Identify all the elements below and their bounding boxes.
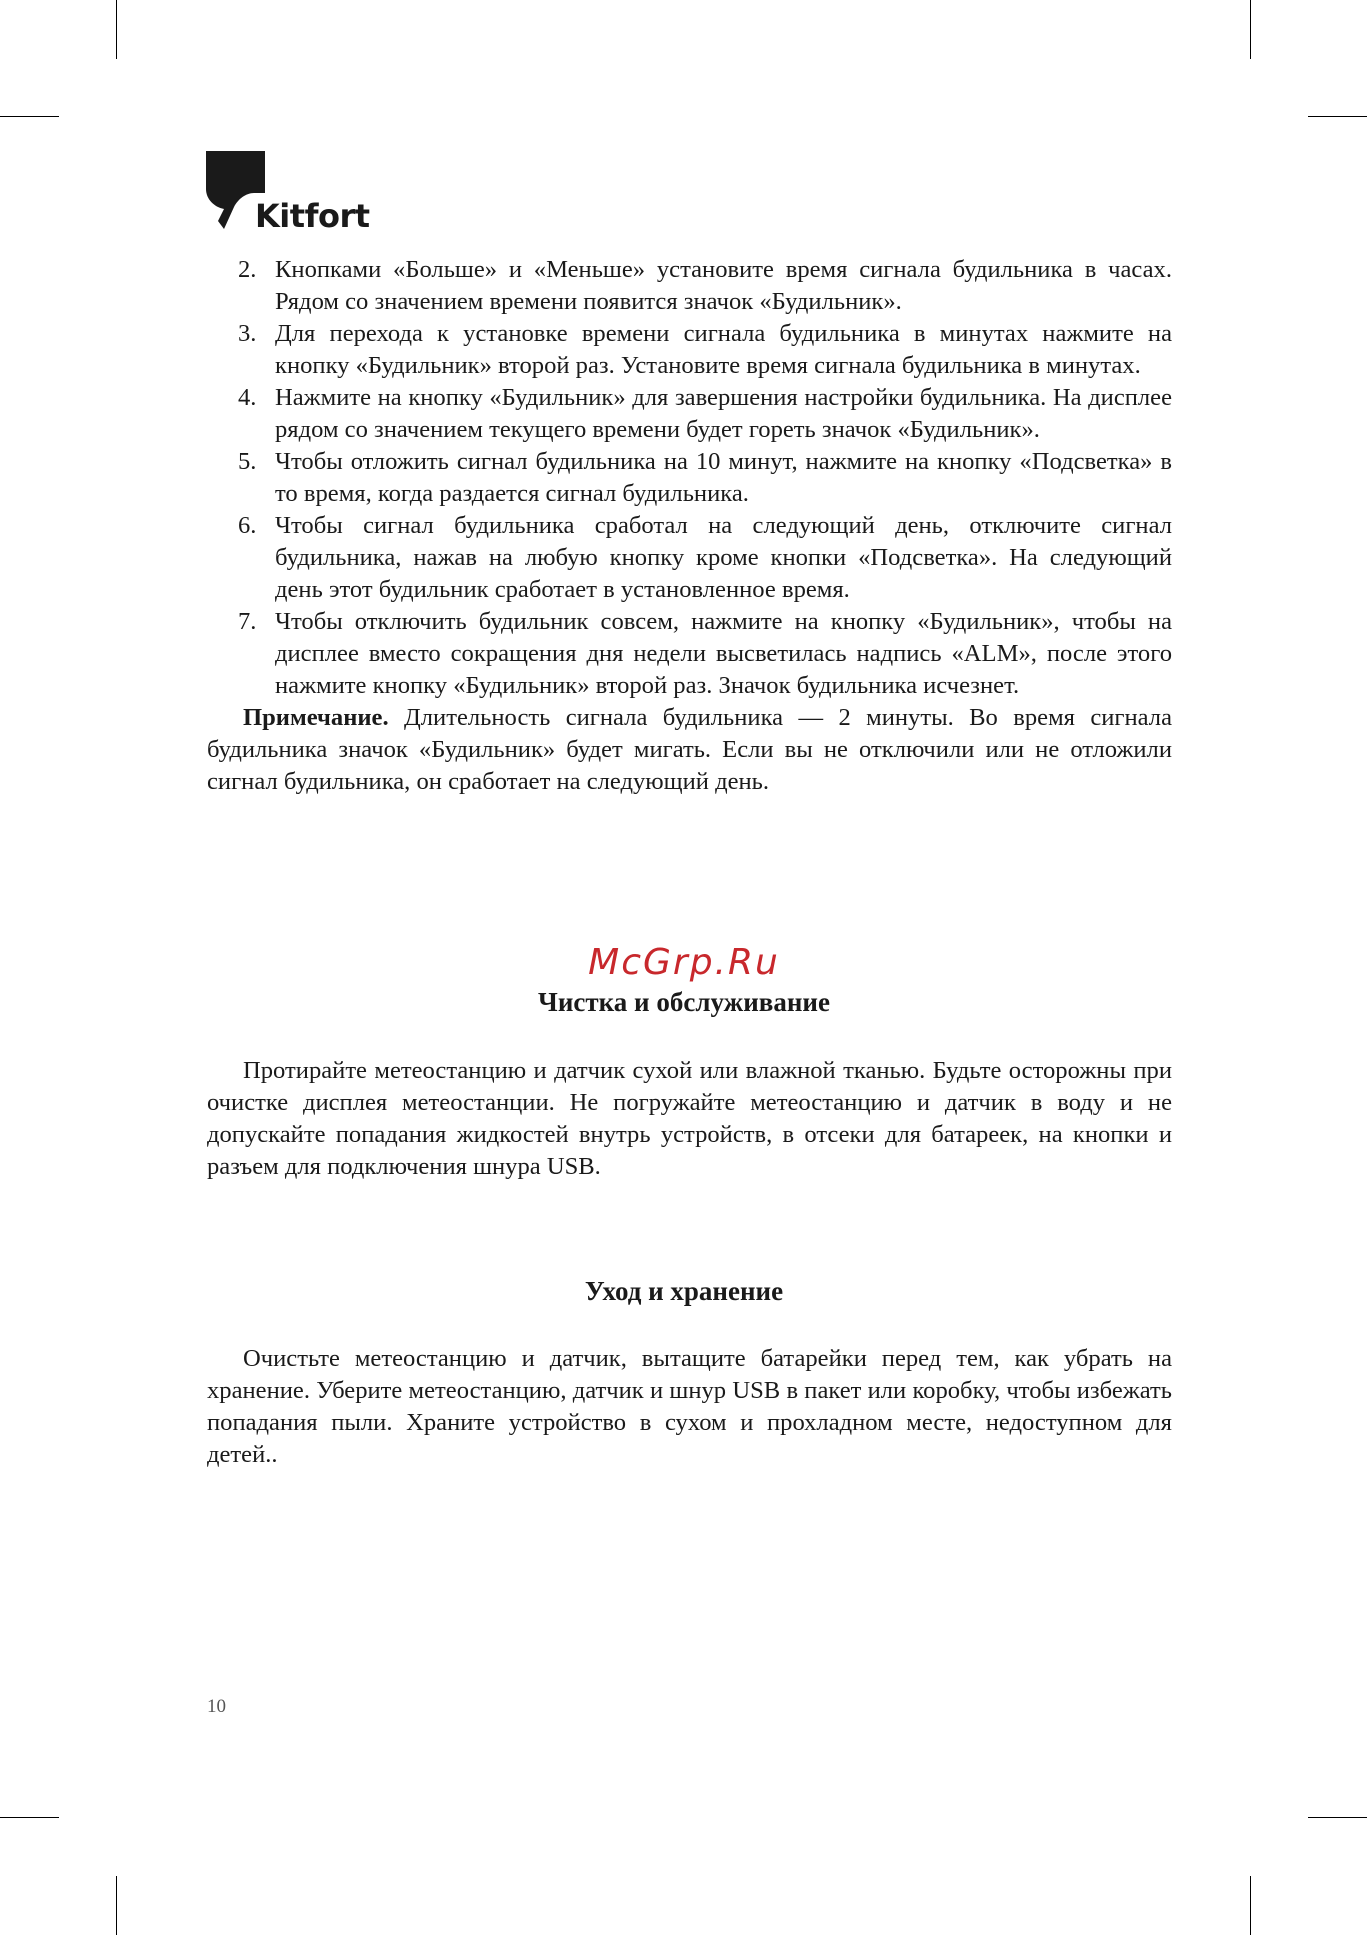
storage-paragraph: Очистьте метеостанцию и датчик, вытащите батарейки перед тем, как убрать на хранение. Уберите метеостанцию, датчик и шнур USB в пакет или коробку, чтобы избежать попадания пыли. Храните устройство в сухом и прохладном месте, недоступном для детей.. [207, 1345, 1172, 1468]
crop-mark [1308, 1817, 1367, 1818]
list-item [207, 382, 1172, 446]
step-number: 5. [238, 448, 257, 475]
crop-mark [0, 116, 59, 117]
step-number: 7. [238, 608, 257, 635]
step-number: 4. [238, 384, 257, 411]
brand-name: Kitfort [255, 197, 370, 235]
crop-mark [1308, 116, 1367, 117]
crop-mark [116, 1876, 117, 1935]
step-text: Чтобы отключить будильник совсем, нажмите на кнопку «Будильник», чтобы на дисплее вместо сокращения дня недели высветилась надпись «ALM», после этого нажмите кнопку «Будильник» второй раз. Значок будильника исчезнет. [275, 608, 1172, 699]
page-number: 10 [207, 1696, 226, 1717]
step-number: 3. [238, 320, 257, 347]
note-text: Длительность сигнала будильника — 2 минуты. Во время сигнала будильника значок «Будильник» будет мигать. Если вы не отключили или не отложили сигнал будильника, он сработает на следующий день. [207, 704, 1172, 795]
step-text: Для перехода к установке времени сигнала будильника в минутах нажмите на кнопку «Будильник» второй раз. Установите время сигнала будильника в минутах. [275, 320, 1172, 379]
section-title-storage: Уход и хранение [584, 1276, 784, 1306]
crop-mark [1250, 0, 1251, 59]
crop-mark [0, 1817, 59, 1818]
step-text: Кнопками «Больше» и «Меньше» установите время сигнала будильника в часах. Рядом со значением времени появится значок «Будильник». [275, 256, 1172, 315]
step-number: 6. [238, 512, 257, 539]
step-number: 2. [238, 256, 257, 283]
storage-section [207, 1343, 1172, 1471]
note-label: Примечание. [243, 704, 389, 731]
crop-mark [1250, 1876, 1251, 1935]
alarm-instructions [207, 254, 1172, 798]
watermark: McGrp.Ru [588, 942, 780, 983]
step-text: Чтобы отложить сигнал будильника на 10 минут, нажмите на кнопку «Подсветка» в то время, когда раздается сигнал будильника. [275, 448, 1172, 507]
crop-mark [116, 0, 117, 59]
step-text: Чтобы сигнал будильника сработал на следующий день, отключите сигнал будильника, нажав на любую кнопку кроме кнопки «Подсветка». На следующий день этот будильник сработает в установленное время. [275, 512, 1172, 603]
note-paragraph [207, 702, 1172, 798]
list-item [207, 318, 1172, 382]
section-title-cleaning: Чистка и обслуживание [538, 987, 830, 1017]
list-item [207, 254, 1172, 318]
list-item [207, 446, 1172, 510]
list-item [207, 606, 1172, 702]
step-text: Нажмите на кнопку «Будильник» для завершения настройки будильника. На дисплее рядом со значением текущего времени будет гореть значок «Будильник». [275, 384, 1172, 443]
cleaning-section [207, 1055, 1172, 1183]
steps-list [207, 254, 1172, 702]
list-item [207, 510, 1172, 606]
cleaning-paragraph: Протирайте метеостанцию и датчик сухой или влажной тканью. Будьте осторожны при очистке дисплея метеостанции. Не погружайте метеостанцию и датчик в воду и не допускайте попадания жидкостей внутрь устройств, в отсеки для батареек, на кнопки и разъем для подключения шнура USB. [207, 1057, 1172, 1180]
